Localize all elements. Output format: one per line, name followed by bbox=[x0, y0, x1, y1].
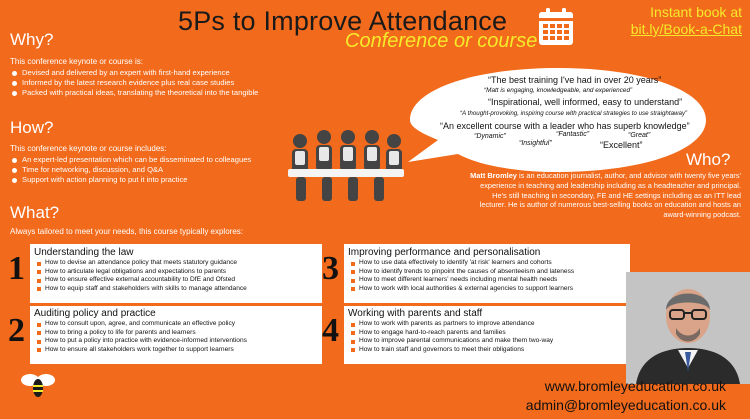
list-item: How to put a policy into practice with evidence-informed interventions bbox=[36, 337, 247, 346]
who-heading: Who? bbox=[686, 150, 731, 169]
list-item: How to engage hard-to-reach parents and families bbox=[350, 329, 553, 338]
list-item: Devised and delivered by an expert with first-hand experience bbox=[12, 68, 258, 78]
list-item: How to devise an attendance policy that meets statutory guidance bbox=[36, 259, 247, 268]
list-item: How to train staff and governors to meet their obligations bbox=[350, 346, 553, 355]
list-item: An expert-led presentation which can be disseminated to colleagues bbox=[12, 155, 251, 165]
how-intro: This conference keynote or course includes: bbox=[10, 144, 167, 153]
list-item: How to bring a policy to life for parents and learners bbox=[36, 329, 247, 338]
instant-label: Instant book at bbox=[650, 4, 742, 20]
what-intro: Always tailored to meet your needs, this course typically explores: bbox=[10, 227, 243, 236]
website-link[interactable]: www.bromleyeducation.co.uk bbox=[544, 378, 726, 394]
list-item: How to identify trends to pinpoint the causes of absenteeism and lateness bbox=[350, 268, 574, 277]
meeting-people-illustration bbox=[286, 127, 406, 205]
list-item: How to improve parental communications and make them two-way bbox=[350, 337, 553, 346]
quote-1: “The best training I've had in over 20 years” bbox=[488, 75, 662, 85]
speaker-bio bbox=[469, 171, 741, 220]
list-item: How to meet different learners' needs including mental health needs bbox=[350, 276, 574, 285]
how-list bbox=[12, 155, 251, 185]
quote-7: “Fantastic” bbox=[556, 131, 590, 138]
module-title: Understanding the law bbox=[34, 247, 134, 258]
module-list bbox=[36, 259, 247, 293]
module-list bbox=[36, 320, 247, 354]
module-list bbox=[350, 320, 553, 354]
quote-8: “Great” bbox=[628, 132, 651, 139]
why-heading: Why? bbox=[10, 30, 54, 49]
list-item: How to use data effectively to identify 'at risk' learners and cohorts bbox=[350, 259, 574, 268]
booking-link[interactable]: bit.ly/Book-a-Chat bbox=[630, 21, 742, 37]
bio-text: is an education journalist, author, and advisor with twenty five years' experience in teaching and leadership including as a headteacher and principal. He's still teaching in secondary, FE and HE settings including as an ITT lead lecturer. He is author of numerous best-selling books on education and hosts an award-winning podcast. bbox=[479, 171, 741, 220]
quote-9: “Insightful” bbox=[519, 140, 552, 147]
list-item: Packed with practical ideas, translating the theoretical into the tangible bbox=[12, 88, 258, 98]
list-item: How to articulate legal obligations and expectations to parents bbox=[36, 268, 247, 277]
quote-6: “Dynamic” bbox=[474, 133, 506, 140]
list-item: How to work with local authorities & external agencies to support learners bbox=[350, 285, 574, 294]
list-item: How to ensure all stakeholders work together to support learners bbox=[36, 346, 247, 355]
list-item: How to equip staff and stakeholders with skills to manage attendance bbox=[36, 285, 247, 294]
calendar-icon bbox=[538, 8, 574, 46]
how-heading: How? bbox=[10, 118, 54, 137]
speaker-name: Matt Bromley bbox=[470, 171, 517, 180]
module-title: Auditing policy and practice bbox=[34, 308, 156, 319]
module-number: 3 bbox=[322, 250, 339, 287]
what-heading: What? bbox=[10, 203, 60, 222]
list-item: How to consult upon, agree, and communicate an effective policy bbox=[36, 320, 247, 329]
quote-3: “Inspirational, well informed, easy to understand” bbox=[488, 97, 683, 107]
list-item: How to work with parents as partners to improve attendance bbox=[350, 320, 553, 329]
module-number: 4 bbox=[322, 312, 339, 349]
module-list bbox=[350, 259, 574, 293]
module-number: 2 bbox=[8, 312, 25, 349]
page-subtitle: Conference or course bbox=[345, 30, 538, 52]
list-item: Support with action planning to put it into practice bbox=[12, 175, 251, 185]
module-number: 1 bbox=[8, 250, 25, 287]
bee-logo-text: bee bbox=[18, 398, 41, 413]
page-title: 5Ps to Improve Attendance bbox=[178, 6, 508, 36]
list-item: How to ensure effective external accountability to DfE and Ofsted bbox=[36, 276, 247, 285]
list-item: Informed by the latest research evidence plus real case studies bbox=[12, 78, 258, 88]
quote-10: “Excellent” bbox=[600, 140, 643, 150]
quote-4: “A thought-provoking, inspiring course with practical strategies to use straightaway” bbox=[460, 110, 688, 117]
quote-2: “Matt is engaging, knowledgeable, and experienced” bbox=[484, 87, 633, 94]
why-intro: This conference keynote or course is: bbox=[10, 57, 143, 66]
instant-booking bbox=[631, 4, 742, 38]
module-title: Working with parents and staff bbox=[348, 308, 483, 319]
list-item: Time for networking, discussion, and Q&A bbox=[12, 165, 251, 175]
speaker-photo bbox=[626, 272, 750, 384]
email-link[interactable]: admin@bromleyeducation.co.uk bbox=[525, 397, 726, 413]
quote-5: “An excellent course with a leader who has superb knowledge” bbox=[440, 121, 690, 131]
why-list bbox=[12, 68, 258, 98]
module-title: Improving performance and personalisation bbox=[348, 247, 541, 258]
